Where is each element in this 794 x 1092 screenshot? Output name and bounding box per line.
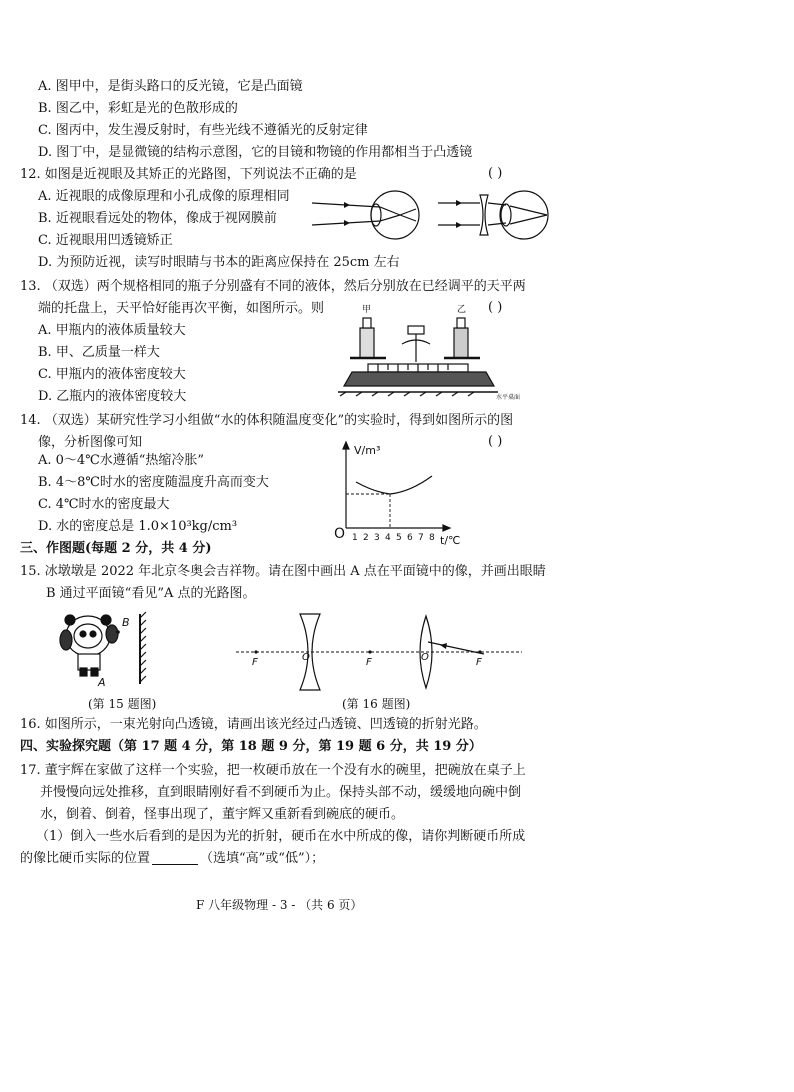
q11-option-a: A. 图甲中，是街头路口的反光镜，它是凸面镜 xyxy=(38,79,303,94)
q15-label-a: A xyxy=(98,676,106,688)
q16-focus-label-1: F xyxy=(252,657,258,668)
q13-label-table: 水平桌面 xyxy=(496,394,520,401)
section3-heading: 三、作图题(每题 2 分，共 4 分) xyxy=(20,541,212,556)
page-footer: F 八年级物理 - 3 - （共 6 页） xyxy=(196,898,363,912)
q17-sub1-suffix: （选填“高”或“低”）； xyxy=(200,851,325,866)
q14-y-axis-label: V/m³ xyxy=(354,444,381,457)
q14-x-tick: 7 xyxy=(418,533,424,543)
q14-x-tick: 2 xyxy=(363,533,369,543)
q14-x-tick: 8 xyxy=(429,533,435,543)
q11-option-c: C. 图丙中，发生漫反射时，有些光线不遵循光的反射定律 xyxy=(38,123,368,138)
q13-balance-figure xyxy=(338,300,520,402)
q16-focus-label-2: F xyxy=(366,657,372,668)
q12-option-c: C. 近视眼用凹透镜矫正 xyxy=(38,233,173,248)
q13-label-jia: 甲 xyxy=(362,305,372,315)
q17-answer-blank[interactable] xyxy=(152,851,198,865)
q12-option-d: D. 为预防近视，读写时眼睛与书本的距离应保持在 25cm 左右 xyxy=(38,255,400,270)
q14-stem-line2: 像，分析图像可知 xyxy=(38,435,143,450)
q12-answer-paren: ( ) xyxy=(488,166,503,181)
q16-center-label-1: O xyxy=(302,652,310,663)
q14-option-c: C. 4℃时水的密度最大 xyxy=(38,497,170,512)
q12-stem: 12. 如图是近视眼及其矫正的光路图，下列说法不正确的是 xyxy=(20,167,357,182)
q17-sub1-prefix: 的像比硬币实际的位置 xyxy=(20,851,151,866)
q14-x-axis-label: t/℃ xyxy=(440,534,461,547)
q13-option-d: D. 乙瓶内的液体密度较大 xyxy=(38,389,187,404)
q17-text-line2: 并慢慢向远处推移，直到眼睛刚好看不到硬币为止。保持头部不动，缓缓地向碗中倒 xyxy=(40,785,522,800)
q14-x-tick: 6 xyxy=(407,533,413,543)
q14-stem-line1: 14. （双选）某研究性学习小组做“水的体积随温度变化”的实验时，得到如图所示的图 xyxy=(20,413,514,428)
q14-x-tick: 4 xyxy=(385,533,391,543)
q12-option-b: B. 近视眼看远处的物体，像成于视网膜前 xyxy=(38,211,277,226)
q13-option-b: B. 甲、乙质量一样大 xyxy=(38,345,160,360)
q17-text-line1: 17. 董宇辉在家做了这样一个实验，把一枚硬币放在一个没有水的碗里，把碗放在桌子上 xyxy=(20,763,526,778)
q14-volume-temp-graph xyxy=(334,440,474,550)
q15-text-line1: 15. 冰墩墩是 2022 年北京冬奥会吉祥物。请在图中画出 A 点在平面镜中的像，并画出眼睛 xyxy=(20,564,546,579)
q16-text: 16. 如图所示，一束光射向凸透镜，请画出该光经过凸透镜、凹透镜的折射光路。 xyxy=(20,717,487,732)
q14-x-tick: 3 xyxy=(374,533,380,543)
q15-label-b: B xyxy=(122,616,130,629)
section4-heading: 四、实验探究题（第 17 题 4 分，第 18 题 9 分，第 19 题 6 分，共 19 分） xyxy=(20,739,482,754)
q14-answer-paren: ( ) xyxy=(488,434,503,449)
q13-option-a: A. 甲瓶内的液体质量较大 xyxy=(38,323,186,338)
q13-option-c: C. 甲瓶内的液体密度较大 xyxy=(38,367,186,382)
q17-sub1-line2 xyxy=(20,850,324,867)
q16-focus-label-3: F xyxy=(476,657,482,668)
q14-origin-label: O xyxy=(334,526,346,542)
q13-label-yi: 乙 xyxy=(457,305,467,315)
q13-answer-paren: ( ) xyxy=(488,300,503,315)
q14-x-tick: 1 xyxy=(352,533,358,543)
q14-option-d: D. 水的密度总是 1.0×10³kg/cm³ xyxy=(38,519,238,534)
q15-text-line2: B 通过平面镜“看见”A 点的光路图。 xyxy=(46,586,256,601)
q14-option-a: A. 0～4℃水遵循“热缩冷胀” xyxy=(38,453,205,468)
q17-sub1-line1: （1）倒入一些水后看到的是因为光的折射，硬币在水中所成的像，请你判断硬币所成 xyxy=(36,829,526,844)
q16-caption: (第 16 题图) xyxy=(342,697,411,711)
q11-option-b: B. 图乙中，彩虹是光的色散形成的 xyxy=(38,101,238,116)
q16-lens-figure xyxy=(232,612,524,692)
q15-mascot-mirror-figure xyxy=(40,610,170,688)
q11-option-d: D. 图丁中，是显微镜的结构示意图，它的目镜和物镜的作用都相当于凸透镜 xyxy=(38,145,473,160)
q17-text-line3: 水，倒着、倒着，怪事出现了，董宇辉又重新看到碗底的硬币。 xyxy=(40,807,405,822)
q12-option-a: A. 近视眼的成像原理和小孔成像的原理相同 xyxy=(38,189,290,204)
q16-center-label-2: O xyxy=(421,652,429,663)
q13-stem-line1: 13. （双选）两个规格相同的瓶子分别盛有不同的液体，然后分别放在已经调平的天平两 xyxy=(20,279,526,294)
q12-eye-figure xyxy=(310,185,560,247)
q15-caption: (第 15 题图) xyxy=(88,697,157,711)
q14-option-b: B. 4～8℃时水的密度随温度升高而变大 xyxy=(38,475,269,490)
q14-x-tick: 5 xyxy=(396,533,402,543)
q13-stem-line2: 端的托盘上，天平恰好能再次平衡，如图所示。则 xyxy=(38,301,325,316)
